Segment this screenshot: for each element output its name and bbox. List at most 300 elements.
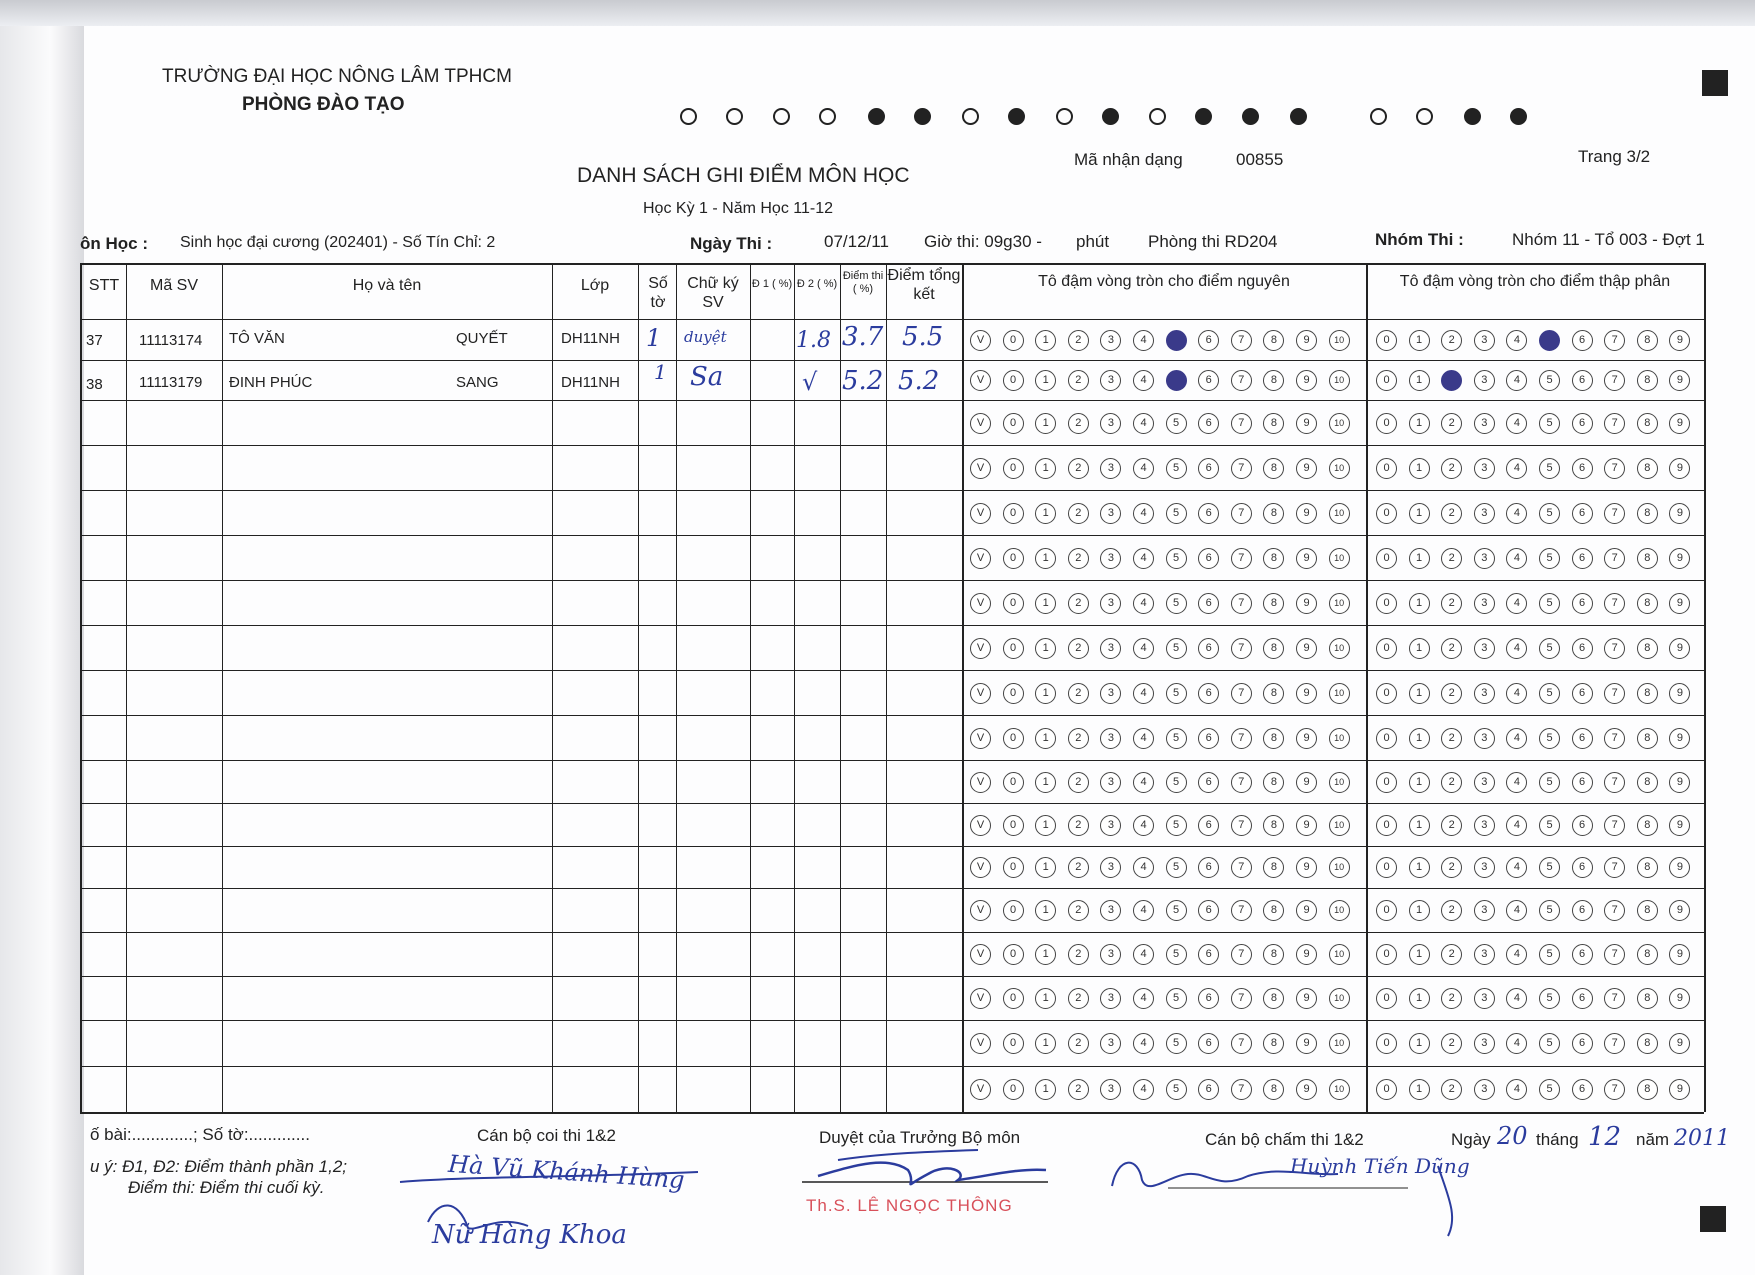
decimal-bubble-4[interactable]: 4 — [1506, 593, 1527, 614]
decimal-bubble-1[interactable]: 1 — [1409, 1079, 1430, 1100]
decimal-bubble-5[interactable]: 5 — [1539, 593, 1560, 614]
integer-bubble-1[interactable]: 1 — [1035, 638, 1056, 659]
integer-bubble-5[interactable]: 5 — [1166, 900, 1187, 921]
integer-bubble-3[interactable]: 3 — [1100, 638, 1121, 659]
decimal-bubble-9[interactable]: 9 — [1669, 330, 1690, 351]
decimal-bubble-4[interactable]: 4 — [1506, 728, 1527, 749]
decimal-bubble-7[interactable]: 7 — [1604, 503, 1625, 524]
integer-bubble-V[interactable]: V — [970, 370, 991, 391]
decimal-bubble-3[interactable]: 3 — [1474, 330, 1495, 351]
integer-bubble-6[interactable]: 6 — [1198, 900, 1219, 921]
integer-bubble-9[interactable]: 9 — [1296, 548, 1317, 569]
decimal-bubble-1[interactable]: 1 — [1409, 857, 1430, 878]
decimal-bubble-9[interactable]: 9 — [1669, 988, 1690, 1009]
integer-bubble-2[interactable]: 2 — [1068, 370, 1089, 391]
integer-bubble-10[interactable]: 10 — [1329, 1033, 1350, 1054]
decimal-bubble-3[interactable]: 3 — [1474, 638, 1495, 659]
integer-bubble-5[interactable] — [1166, 330, 1187, 351]
decimal-bubble-3[interactable]: 3 — [1474, 728, 1495, 749]
integer-bubble-4[interactable]: 4 — [1133, 1079, 1154, 1100]
decimal-bubble-0[interactable]: 0 — [1376, 1079, 1397, 1100]
decimal-bubble-4[interactable]: 4 — [1506, 944, 1527, 965]
integer-bubble-V[interactable]: V — [970, 944, 991, 965]
decimal-bubble-7[interactable]: 7 — [1604, 772, 1625, 793]
decimal-bubble-9[interactable]: 9 — [1669, 815, 1690, 836]
integer-bubble-2[interactable]: 2 — [1068, 988, 1089, 1009]
decimal-bubble-3[interactable]: 3 — [1474, 370, 1495, 391]
integer-bubble-V[interactable]: V — [970, 503, 991, 524]
integer-bubble-1[interactable]: 1 — [1035, 772, 1056, 793]
integer-bubble-0[interactable]: 0 — [1003, 370, 1024, 391]
integer-bubble-4[interactable]: 4 — [1133, 548, 1154, 569]
integer-bubble-2[interactable]: 2 — [1068, 638, 1089, 659]
integer-bubble-4[interactable]: 4 — [1133, 683, 1154, 704]
decimal-bubble-3[interactable]: 3 — [1474, 458, 1495, 479]
decimal-bubble-8[interactable]: 8 — [1637, 413, 1658, 434]
integer-bubble-7[interactable]: 7 — [1231, 330, 1252, 351]
decimal-bubble-7[interactable]: 7 — [1604, 1033, 1625, 1054]
decimal-bubble-8[interactable]: 8 — [1637, 683, 1658, 704]
integer-bubble-0[interactable]: 0 — [1003, 857, 1024, 878]
integer-bubble-4[interactable]: 4 — [1133, 772, 1154, 793]
integer-bubble-8[interactable]: 8 — [1263, 1079, 1284, 1100]
decimal-bubble-7[interactable]: 7 — [1604, 988, 1625, 1009]
integer-bubble-7[interactable]: 7 — [1231, 503, 1252, 524]
decimal-bubble-2[interactable]: 2 — [1441, 815, 1462, 836]
decimal-bubble-7[interactable]: 7 — [1604, 1079, 1625, 1100]
decimal-bubble-0[interactable]: 0 — [1376, 548, 1397, 569]
decimal-bubble-1[interactable]: 1 — [1409, 638, 1430, 659]
decimal-bubble-8[interactable]: 8 — [1637, 728, 1658, 749]
integer-bubble-0[interactable]: 0 — [1003, 458, 1024, 479]
decimal-bubble-6[interactable]: 6 — [1572, 900, 1593, 921]
decimal-bubble-1[interactable]: 1 — [1409, 503, 1430, 524]
decimal-bubble-7[interactable]: 7 — [1604, 857, 1625, 878]
integer-bubble-6[interactable]: 6 — [1198, 593, 1219, 614]
integer-bubble-10[interactable]: 10 — [1329, 815, 1350, 836]
integer-bubble-9[interactable]: 9 — [1296, 330, 1317, 351]
decimal-bubble-0[interactable]: 0 — [1376, 772, 1397, 793]
integer-bubble-6[interactable]: 6 — [1198, 683, 1219, 704]
integer-bubble-V[interactable]: V — [970, 458, 991, 479]
decimal-bubble-5[interactable]: 5 — [1539, 772, 1560, 793]
integer-bubble-5[interactable]: 5 — [1166, 728, 1187, 749]
decimal-bubble-8[interactable]: 8 — [1637, 593, 1658, 614]
decimal-bubble-4[interactable]: 4 — [1506, 638, 1527, 659]
integer-bubble-10[interactable]: 10 — [1329, 503, 1350, 524]
integer-bubble-10[interactable]: 10 — [1329, 857, 1350, 878]
integer-bubble-6[interactable]: 6 — [1198, 1079, 1219, 1100]
decimal-bubble-5[interactable]: 5 — [1539, 1033, 1560, 1054]
decimal-bubble-0[interactable]: 0 — [1376, 458, 1397, 479]
integer-bubble-6[interactable]: 6 — [1198, 944, 1219, 965]
decimal-bubble-6[interactable]: 6 — [1572, 728, 1593, 749]
decimal-bubble-2[interactable]: 2 — [1441, 458, 1462, 479]
decimal-bubble-9[interactable]: 9 — [1669, 458, 1690, 479]
decimal-bubble-4[interactable]: 4 — [1506, 370, 1527, 391]
integer-bubble-0[interactable]: 0 — [1003, 413, 1024, 434]
decimal-bubble-6[interactable]: 6 — [1572, 857, 1593, 878]
decimal-bubble-5[interactable]: 5 — [1539, 1079, 1560, 1100]
integer-bubble-0[interactable]: 0 — [1003, 944, 1024, 965]
integer-bubble-2[interactable]: 2 — [1068, 683, 1089, 704]
decimal-bubble-9[interactable]: 9 — [1669, 1079, 1690, 1100]
decimal-bubble-8[interactable]: 8 — [1637, 370, 1658, 391]
integer-bubble-8[interactable]: 8 — [1263, 900, 1284, 921]
integer-bubble-5[interactable]: 5 — [1166, 683, 1187, 704]
integer-bubble-7[interactable]: 7 — [1231, 593, 1252, 614]
integer-bubble-3[interactable]: 3 — [1100, 900, 1121, 921]
integer-bubble-1[interactable]: 1 — [1035, 1079, 1056, 1100]
decimal-bubble-5[interactable]: 5 — [1539, 548, 1560, 569]
decimal-bubble-5[interactable]: 5 — [1539, 683, 1560, 704]
integer-bubble-10[interactable]: 10 — [1329, 548, 1350, 569]
decimal-bubble-3[interactable]: 3 — [1474, 548, 1495, 569]
decimal-bubble-5[interactable]: 5 — [1539, 944, 1560, 965]
decimal-bubble-3[interactable]: 3 — [1474, 1033, 1495, 1054]
integer-bubble-5[interactable]: 5 — [1166, 857, 1187, 878]
integer-bubble-10[interactable]: 10 — [1329, 330, 1350, 351]
integer-bubble-V[interactable]: V — [970, 1079, 991, 1100]
decimal-bubble-9[interactable]: 9 — [1669, 593, 1690, 614]
decimal-bubble-4[interactable]: 4 — [1506, 503, 1527, 524]
integer-bubble-3[interactable]: 3 — [1100, 413, 1121, 434]
decimal-bubble-8[interactable]: 8 — [1637, 503, 1658, 524]
decimal-bubble-9[interactable]: 9 — [1669, 728, 1690, 749]
integer-bubble-2[interactable]: 2 — [1068, 413, 1089, 434]
decimal-bubble-8[interactable]: 8 — [1637, 815, 1658, 836]
integer-bubble-9[interactable]: 9 — [1296, 944, 1317, 965]
integer-bubble-4[interactable]: 4 — [1133, 458, 1154, 479]
integer-bubble-0[interactable]: 0 — [1003, 728, 1024, 749]
decimal-bubble-1[interactable]: 1 — [1409, 944, 1430, 965]
integer-bubble-6[interactable]: 6 — [1198, 815, 1219, 836]
integer-bubble-10[interactable]: 10 — [1329, 772, 1350, 793]
integer-bubble-1[interactable]: 1 — [1035, 503, 1056, 524]
integer-bubble-4[interactable]: 4 — [1133, 900, 1154, 921]
integer-bubble-3[interactable]: 3 — [1100, 772, 1121, 793]
integer-bubble-4[interactable]: 4 — [1133, 857, 1154, 878]
decimal-bubble-8[interactable]: 8 — [1637, 772, 1658, 793]
integer-bubble-10[interactable]: 10 — [1329, 593, 1350, 614]
integer-bubble-3[interactable]: 3 — [1100, 1033, 1121, 1054]
integer-bubble-6[interactable]: 6 — [1198, 503, 1219, 524]
integer-bubble-0[interactable]: 0 — [1003, 1033, 1024, 1054]
integer-bubble-6[interactable]: 6 — [1198, 857, 1219, 878]
decimal-bubble-3[interactable]: 3 — [1474, 593, 1495, 614]
decimal-bubble-2[interactable]: 2 — [1441, 944, 1462, 965]
decimal-bubble-2[interactable]: 2 — [1441, 1033, 1462, 1054]
integer-bubble-2[interactable]: 2 — [1068, 593, 1089, 614]
integer-bubble-V[interactable]: V — [970, 728, 991, 749]
integer-bubble-10[interactable]: 10 — [1329, 638, 1350, 659]
decimal-bubble-9[interactable]: 9 — [1669, 900, 1690, 921]
integer-bubble-3[interactable]: 3 — [1100, 548, 1121, 569]
integer-bubble-1[interactable]: 1 — [1035, 988, 1056, 1009]
decimal-bubble-0[interactable]: 0 — [1376, 988, 1397, 1009]
decimal-bubble-8[interactable]: 8 — [1637, 638, 1658, 659]
decimal-bubble-3[interactable]: 3 — [1474, 900, 1495, 921]
decimal-bubble-7[interactable]: 7 — [1604, 593, 1625, 614]
integer-bubble-6[interactable]: 6 — [1198, 1033, 1219, 1054]
integer-bubble-9[interactable]: 9 — [1296, 857, 1317, 878]
integer-bubble-4[interactable]: 4 — [1133, 728, 1154, 749]
integer-bubble-6[interactable]: 6 — [1198, 548, 1219, 569]
integer-bubble-1[interactable]: 1 — [1035, 548, 1056, 569]
decimal-bubble-2[interactable]: 2 — [1441, 988, 1462, 1009]
integer-bubble-10[interactable]: 10 — [1329, 988, 1350, 1009]
integer-bubble-7[interactable]: 7 — [1231, 370, 1252, 391]
decimal-bubble-3[interactable]: 3 — [1474, 503, 1495, 524]
decimal-bubble-5[interactable]: 5 — [1539, 900, 1560, 921]
decimal-bubble-3[interactable]: 3 — [1474, 772, 1495, 793]
integer-bubble-5[interactable]: 5 — [1166, 413, 1187, 434]
integer-bubble-5[interactable]: 5 — [1166, 815, 1187, 836]
integer-bubble-V[interactable]: V — [970, 413, 991, 434]
decimal-bubble-4[interactable]: 4 — [1506, 815, 1527, 836]
decimal-bubble-9[interactable]: 9 — [1669, 944, 1690, 965]
decimal-bubble-8[interactable]: 8 — [1637, 548, 1658, 569]
integer-bubble-7[interactable]: 7 — [1231, 728, 1252, 749]
integer-bubble-5[interactable]: 5 — [1166, 638, 1187, 659]
integer-bubble-7[interactable]: 7 — [1231, 413, 1252, 434]
decimal-bubble-6[interactable]: 6 — [1572, 503, 1593, 524]
integer-bubble-10[interactable]: 10 — [1329, 944, 1350, 965]
integer-bubble-7[interactable]: 7 — [1231, 458, 1252, 479]
integer-bubble-3[interactable]: 3 — [1100, 458, 1121, 479]
decimal-bubble-1[interactable]: 1 — [1409, 370, 1430, 391]
decimal-bubble-1[interactable]: 1 — [1409, 772, 1430, 793]
integer-bubble-2[interactable]: 2 — [1068, 330, 1089, 351]
integer-bubble-8[interactable]: 8 — [1263, 548, 1284, 569]
decimal-bubble-9[interactable]: 9 — [1669, 683, 1690, 704]
decimal-bubble-7[interactable]: 7 — [1604, 638, 1625, 659]
integer-bubble-2[interactable]: 2 — [1068, 1033, 1089, 1054]
integer-bubble-2[interactable]: 2 — [1068, 503, 1089, 524]
decimal-bubble-3[interactable]: 3 — [1474, 1079, 1495, 1100]
decimal-bubble-2[interactable]: 2 — [1441, 638, 1462, 659]
decimal-bubble-8[interactable]: 8 — [1637, 458, 1658, 479]
integer-bubble-8[interactable]: 8 — [1263, 458, 1284, 479]
decimal-bubble-4[interactable]: 4 — [1506, 413, 1527, 434]
integer-bubble-1[interactable]: 1 — [1035, 683, 1056, 704]
integer-bubble-8[interactable]: 8 — [1263, 772, 1284, 793]
integer-bubble-5[interactable]: 5 — [1166, 944, 1187, 965]
integer-bubble-0[interactable]: 0 — [1003, 683, 1024, 704]
integer-bubble-0[interactable]: 0 — [1003, 900, 1024, 921]
integer-bubble-7[interactable]: 7 — [1231, 1033, 1252, 1054]
decimal-bubble-5[interactable] — [1539, 330, 1560, 351]
integer-bubble-10[interactable]: 10 — [1329, 413, 1350, 434]
decimal-bubble-6[interactable]: 6 — [1572, 548, 1593, 569]
integer-bubble-1[interactable]: 1 — [1035, 330, 1056, 351]
integer-bubble-5[interactable]: 5 — [1166, 458, 1187, 479]
decimal-bubble-3[interactable]: 3 — [1474, 944, 1495, 965]
decimal-bubble-7[interactable]: 7 — [1604, 548, 1625, 569]
decimal-bubble-1[interactable]: 1 — [1409, 458, 1430, 479]
integer-bubble-8[interactable]: 8 — [1263, 1033, 1284, 1054]
decimal-bubble-6[interactable]: 6 — [1572, 330, 1593, 351]
integer-bubble-V[interactable]: V — [970, 1033, 991, 1054]
integer-bubble-5[interactable]: 5 — [1166, 503, 1187, 524]
decimal-bubble-0[interactable]: 0 — [1376, 1033, 1397, 1054]
integer-bubble-1[interactable]: 1 — [1035, 728, 1056, 749]
decimal-bubble-6[interactable]: 6 — [1572, 1033, 1593, 1054]
decimal-bubble-0[interactable]: 0 — [1376, 330, 1397, 351]
integer-bubble-5[interactable]: 5 — [1166, 1033, 1187, 1054]
decimal-bubble-6[interactable]: 6 — [1572, 944, 1593, 965]
decimal-bubble-4[interactable]: 4 — [1506, 548, 1527, 569]
integer-bubble-3[interactable]: 3 — [1100, 370, 1121, 391]
integer-bubble-6[interactable]: 6 — [1198, 988, 1219, 1009]
integer-bubble-0[interactable]: 0 — [1003, 593, 1024, 614]
integer-bubble-V[interactable]: V — [970, 330, 991, 351]
decimal-bubble-4[interactable]: 4 — [1506, 900, 1527, 921]
integer-bubble-4[interactable]: 4 — [1133, 988, 1154, 1009]
decimal-bubble-2[interactable]: 2 — [1441, 683, 1462, 704]
integer-bubble-0[interactable]: 0 — [1003, 548, 1024, 569]
decimal-bubble-4[interactable]: 4 — [1506, 683, 1527, 704]
integer-bubble-8[interactable]: 8 — [1263, 593, 1284, 614]
integer-bubble-3[interactable]: 3 — [1100, 857, 1121, 878]
decimal-bubble-8[interactable]: 8 — [1637, 988, 1658, 1009]
decimal-bubble-2[interactable]: 2 — [1441, 772, 1462, 793]
decimal-bubble-7[interactable]: 7 — [1604, 728, 1625, 749]
integer-bubble-2[interactable]: 2 — [1068, 857, 1089, 878]
decimal-bubble-1[interactable]: 1 — [1409, 593, 1430, 614]
decimal-bubble-1[interactable]: 1 — [1409, 1033, 1430, 1054]
integer-bubble-7[interactable]: 7 — [1231, 988, 1252, 1009]
decimal-bubble-4[interactable]: 4 — [1506, 330, 1527, 351]
integer-bubble-V[interactable]: V — [970, 815, 991, 836]
integer-bubble-0[interactable]: 0 — [1003, 988, 1024, 1009]
integer-bubble-2[interactable]: 2 — [1068, 900, 1089, 921]
integer-bubble-V[interactable]: V — [970, 857, 991, 878]
integer-bubble-7[interactable]: 7 — [1231, 1079, 1252, 1100]
integer-bubble-4[interactable]: 4 — [1133, 593, 1154, 614]
decimal-bubble-2[interactable]: 2 — [1441, 503, 1462, 524]
integer-bubble-9[interactable]: 9 — [1296, 772, 1317, 793]
integer-bubble-5[interactable]: 5 — [1166, 593, 1187, 614]
integer-bubble-8[interactable]: 8 — [1263, 330, 1284, 351]
decimal-bubble-2[interactable]: 2 — [1441, 857, 1462, 878]
integer-bubble-6[interactable]: 6 — [1198, 413, 1219, 434]
integer-bubble-0[interactable]: 0 — [1003, 503, 1024, 524]
integer-bubble-1[interactable]: 1 — [1035, 1033, 1056, 1054]
decimal-bubble-8[interactable]: 8 — [1637, 1033, 1658, 1054]
decimal-bubble-2[interactable]: 2 — [1441, 900, 1462, 921]
decimal-bubble-9[interactable]: 9 — [1669, 638, 1690, 659]
integer-bubble-0[interactable]: 0 — [1003, 772, 1024, 793]
integer-bubble-7[interactable]: 7 — [1231, 548, 1252, 569]
integer-bubble-4[interactable]: 4 — [1133, 815, 1154, 836]
integer-bubble-10[interactable]: 10 — [1329, 370, 1350, 391]
decimal-bubble-0[interactable]: 0 — [1376, 503, 1397, 524]
decimal-bubble-2[interactable]: 2 — [1441, 548, 1462, 569]
integer-bubble-V[interactable]: V — [970, 638, 991, 659]
integer-bubble-9[interactable]: 9 — [1296, 728, 1317, 749]
integer-bubble-6[interactable]: 6 — [1198, 330, 1219, 351]
decimal-bubble-5[interactable]: 5 — [1539, 458, 1560, 479]
integer-bubble-5[interactable] — [1166, 370, 1187, 391]
integer-bubble-2[interactable]: 2 — [1068, 815, 1089, 836]
integer-bubble-7[interactable]: 7 — [1231, 638, 1252, 659]
integer-bubble-0[interactable]: 0 — [1003, 638, 1024, 659]
decimal-bubble-0[interactable]: 0 — [1376, 593, 1397, 614]
decimal-bubble-5[interactable]: 5 — [1539, 638, 1560, 659]
integer-bubble-4[interactable]: 4 — [1133, 503, 1154, 524]
integer-bubble-6[interactable]: 6 — [1198, 728, 1219, 749]
integer-bubble-4[interactable]: 4 — [1133, 370, 1154, 391]
decimal-bubble-7[interactable]: 7 — [1604, 330, 1625, 351]
decimal-bubble-0[interactable]: 0 — [1376, 944, 1397, 965]
decimal-bubble-3[interactable]: 3 — [1474, 815, 1495, 836]
decimal-bubble-7[interactable]: 7 — [1604, 370, 1625, 391]
decimal-bubble-0[interactable]: 0 — [1376, 370, 1397, 391]
integer-bubble-1[interactable]: 1 — [1035, 857, 1056, 878]
decimal-bubble-7[interactable]: 7 — [1604, 413, 1625, 434]
decimal-bubble-4[interactable]: 4 — [1506, 1033, 1527, 1054]
decimal-bubble-1[interactable]: 1 — [1409, 413, 1430, 434]
integer-bubble-0[interactable]: 0 — [1003, 330, 1024, 351]
integer-bubble-8[interactable]: 8 — [1263, 988, 1284, 1009]
integer-bubble-V[interactable]: V — [970, 593, 991, 614]
integer-bubble-9[interactable]: 9 — [1296, 503, 1317, 524]
integer-bubble-8[interactable]: 8 — [1263, 638, 1284, 659]
decimal-bubble-0[interactable]: 0 — [1376, 728, 1397, 749]
decimal-bubble-5[interactable]: 5 — [1539, 503, 1560, 524]
decimal-bubble-8[interactable]: 8 — [1637, 857, 1658, 878]
integer-bubble-9[interactable]: 9 — [1296, 988, 1317, 1009]
decimal-bubble-3[interactable]: 3 — [1474, 857, 1495, 878]
integer-bubble-5[interactable]: 5 — [1166, 772, 1187, 793]
integer-bubble-8[interactable]: 8 — [1263, 815, 1284, 836]
integer-bubble-7[interactable]: 7 — [1231, 944, 1252, 965]
decimal-bubble-0[interactable]: 0 — [1376, 815, 1397, 836]
integer-bubble-8[interactable]: 8 — [1263, 857, 1284, 878]
decimal-bubble-0[interactable]: 0 — [1376, 900, 1397, 921]
integer-bubble-6[interactable]: 6 — [1198, 458, 1219, 479]
integer-bubble-9[interactable]: 9 — [1296, 900, 1317, 921]
decimal-bubble-6[interactable]: 6 — [1572, 370, 1593, 391]
integer-bubble-8[interactable]: 8 — [1263, 413, 1284, 434]
decimal-bubble-4[interactable]: 4 — [1506, 458, 1527, 479]
integer-bubble-6[interactable]: 6 — [1198, 772, 1219, 793]
decimal-bubble-1[interactable]: 1 — [1409, 683, 1430, 704]
integer-bubble-V[interactable]: V — [970, 683, 991, 704]
decimal-bubble-9[interactable]: 9 — [1669, 1033, 1690, 1054]
integer-bubble-3[interactable]: 3 — [1100, 330, 1121, 351]
decimal-bubble-2[interactable]: 2 — [1441, 728, 1462, 749]
integer-bubble-2[interactable]: 2 — [1068, 772, 1089, 793]
integer-bubble-1[interactable]: 1 — [1035, 900, 1056, 921]
integer-bubble-4[interactable]: 4 — [1133, 1033, 1154, 1054]
integer-bubble-9[interactable]: 9 — [1296, 1033, 1317, 1054]
integer-bubble-V[interactable]: V — [970, 772, 991, 793]
integer-bubble-9[interactable]: 9 — [1296, 638, 1317, 659]
decimal-bubble-2[interactable]: 2 — [1441, 1079, 1462, 1100]
integer-bubble-2[interactable]: 2 — [1068, 458, 1089, 479]
decimal-bubble-7[interactable]: 7 — [1604, 683, 1625, 704]
decimal-bubble-6[interactable]: 6 — [1572, 683, 1593, 704]
decimal-bubble-4[interactable]: 4 — [1506, 1079, 1527, 1100]
integer-bubble-V[interactable]: V — [970, 900, 991, 921]
decimal-bubble-9[interactable]: 9 — [1669, 413, 1690, 434]
integer-bubble-2[interactable]: 2 — [1068, 548, 1089, 569]
decimal-bubble-6[interactable]: 6 — [1572, 638, 1593, 659]
integer-bubble-4[interactable]: 4 — [1133, 330, 1154, 351]
decimal-bubble-1[interactable]: 1 — [1409, 548, 1430, 569]
